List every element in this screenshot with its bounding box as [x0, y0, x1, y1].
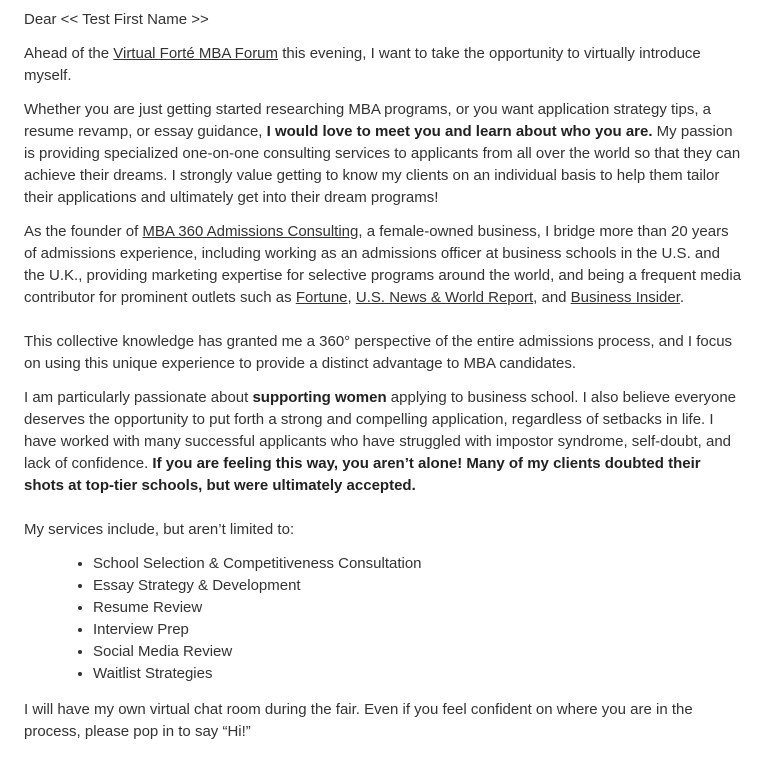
usnews-link[interactable]: U.S. News & World Report: [355, 289, 534, 306]
founder-text-end: .: [679, 289, 685, 306]
founder-paragraph: [24, 221, 743, 309]
service-item: • Resume Review: [93, 597, 743, 619]
service-item: • School Selection & Competitiveness Consultation: [93, 553, 743, 575]
women-paragraph: [24, 387, 743, 497]
service-item: • Waitlist Strategies: [93, 663, 743, 685]
business-insider-link[interactable]: Business Insider: [570, 289, 680, 306]
women-text-mid: applying to business school. I also believe everyone deserves the opportunity to put forth a strong and compelling application, regardless of setbacks in life. I have worked with many successful applicants who have struggled with impostor syndrome, self-doubt, and lack of confidence.: [24, 389, 737, 472]
meet-text-end: My passion is providing specialized one-on-one consulting services to applicants from all over the world so that they can achieve their dreams. I strongly value getting to know my clients on an individual basis to help them tailor their applications and ultimately get into their dream programs!: [24, 123, 741, 206]
greeting: Dear << Test First Name >>: [24, 11, 209, 28]
founder-text-start: As the founder of: [24, 223, 143, 240]
meet-text-start: Whether you are just getting started researching MBA programs, or you want application strategy tips, a resume revamp, or essay guidance,: [24, 101, 712, 140]
intro-paragraph: [24, 43, 743, 87]
not-alone-bold: If you are feeling this way, you aren’t alone! Many of my clients doubted their shots at top-tier schools, but were ultimately accepted.: [24, 455, 701, 494]
separator-text: ,: [347, 289, 356, 306]
closing-paragraph: I will have my own virtual chat room during the fair. Even if you feel confident on where you are in the process, please pop in to say “Hi!”: [24, 701, 693, 740]
women-text-start: I am particularly passionate about: [24, 389, 253, 406]
intro-text-start: Ahead of the: [24, 45, 114, 62]
fortune-link[interactable]: Fortune: [295, 289, 348, 306]
supporting-women-bold: supporting women: [252, 389, 387, 406]
service-item: • Social Media Review: [93, 641, 743, 663]
service-item: • Essay Strategy & Development: [93, 575, 743, 597]
services-list: [24, 553, 743, 685]
perspective-paragraph: This collective knowledge has granted me a 360° perspective of the entire admissions process, and I focus on using this unique experience to provide a distinct advantage to MBA candidates.: [24, 333, 733, 372]
meet-paragraph: [24, 99, 743, 209]
founder-text-mid: , a female-owned business, I bridge more than 20 years of admissions experience, including working as an admissions officer at business schools in the U.S. and the U.K., providing marketing expertise for selective programs around the world, and being a frequent media contributor for prominent outlets such as: [24, 223, 742, 306]
separator-text: , and: [533, 289, 571, 306]
services-intro: My services include, but aren’t limited to:: [24, 521, 295, 538]
service-item: • Interview Prep: [93, 619, 743, 641]
intro-text-end: this evening, I want to take the opportunity to virtually introduce myself.: [24, 45, 701, 84]
meet-bold-text: I would love to meet you and learn about who you are.: [266, 123, 653, 140]
forte-forum-link[interactable]: Virtual Forté MBA Forum: [113, 45, 279, 62]
mba360-link[interactable]: MBA 360 Admissions Consulting: [142, 223, 359, 240]
